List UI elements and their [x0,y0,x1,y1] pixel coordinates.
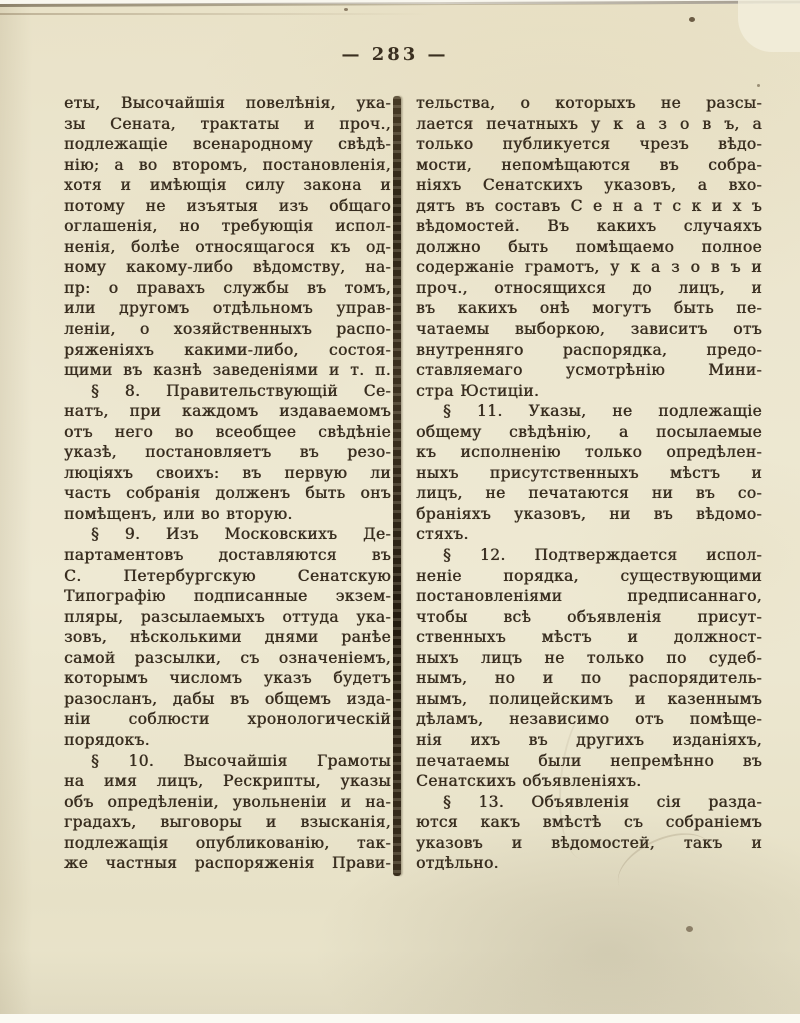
text-line: указѣ, постановляетъ въ резо- [64,443,391,462]
text-line: партаментовъ доставляются въ [64,546,391,565]
text-line: на имя лицъ, Рескрипты, указы [64,772,391,791]
text-line: нымъ, но и по распорядитель- [416,669,762,688]
ink-speck [757,84,760,87]
text-line: въ какихъ онѣ могутъ быть пе- [416,299,762,318]
page-number: — 283 — [341,44,449,65]
text-line: печатаемы были непремѣнно въ [416,751,762,770]
text-line: подлежащіе всенародному свѣдѣ- [64,135,391,154]
text-line: должно быть помѣщаемо полное [416,237,762,256]
text-line: проч., относящихся до лицъ, и [416,278,762,297]
text-line: неніе порядка, существующими [416,566,762,585]
text-line: пляры, разсылаемыхъ оттуда ука- [64,607,391,626]
text-line: или другомъ отдѣльномъ управ- [64,299,391,318]
text-line: § 12. Подтверждается испол- [443,546,762,565]
text-line: отъ него во всеобщее свѣдѣніе [64,422,391,441]
text-line: Типографію подписанные экзем- [64,587,391,606]
text-line: ставляемаго усмотрѣнію Мини- [416,361,762,380]
text-line: браніяхъ указовъ, ни въ вѣдомо- [416,504,762,523]
text-line: отдѣльно. [416,854,499,873]
text-line: разосланъ, дабы въ общемъ изда- [64,689,391,708]
column-divider-rule [393,96,401,876]
text-line: же частныя распоряженія Прави- [64,854,391,873]
text-line: тельства, о которыхъ не разсы- [416,94,762,112]
text-line: часть собранія долженъ быть онъ [64,484,391,503]
text-line: ненія, болѣе относящагося къ од- [64,237,391,256]
text-line: ряженіяхъ какими-либо, состоя- [64,340,391,359]
page-edge-line-faint [0,13,430,15]
text-line: потому не изъятыя изъ общаго [64,196,391,215]
text-line: лается печатныхъ у к а з о в ъ, а [416,114,762,133]
text-line: зовъ, нѣсколькими днями ранѣе [64,628,391,647]
text-line: дѣламъ, независимо отъ помѣще- [416,710,762,729]
text-line: которымъ числомъ указъ будетъ [64,669,391,688]
text-line: общему свѣдѣнію, а посылаемые [416,422,762,441]
text-line: ному какому-либо вѣдомству, на- [64,258,391,277]
text-line: § 9. Изъ Московскихъ Де- [91,525,391,544]
text-line: мости, непомѣщаются въ собра- [416,155,762,174]
ink-speck [686,926,693,932]
text-line: градахъ, выговоры и взысканія, [64,813,391,832]
text-line: къ исполненію только опредѣлен- [416,443,762,462]
text-line: леніи, о хозяйственныхъ распо- [64,320,391,339]
text-line: § 10. Высочайшія Грамоты [91,751,391,770]
text-line: стяхъ. [416,525,469,544]
text-line: С. Петербургскую Сенатскую [64,566,391,585]
ink-speck [344,8,348,11]
text-line: § 8. Правительствующій Се- [91,381,391,400]
text-line: содержаніе грамотъ, у к а з о в ъ и [416,258,762,277]
text-line: стра Юстиціи. [416,381,540,400]
text-line: ныхъ присутственныхъ мѣстъ и [416,463,762,482]
text-line: щими въ казнѣ заведеніями и т. п. [64,361,391,380]
text-line: самой разсылки, съ означеніемъ, [64,648,391,667]
text-line: ніи соблюсти хронологическій [64,710,391,729]
text-line: постановленіями предписаннаго, [416,587,762,606]
text-line: зы Сената, трактаты и проч., [64,114,391,133]
text-line: ныхъ лицъ не только по судеб- [416,648,762,667]
page-bottom-edge [0,1014,800,1023]
page-bottom-shade [0,950,800,1014]
text-line: Сенатскихъ объявленіяхъ. [416,772,642,791]
text-line: вѣдомостей. Въ какихъ случаяхъ [416,217,762,236]
text-line: лицъ, не печатаются ни въ со- [416,484,762,503]
text-line: подлежащія опубликованію, так- [64,833,391,852]
text-line: внутренняго распорядка, предо- [416,340,762,359]
text-line: помѣщенъ, или во вторую. [64,504,293,523]
text-line: дятъ въ составъ С е н а т с к и х ъ [416,196,762,215]
text-line: § 13. Объявленія сія разда- [443,792,762,811]
text-line: хотя и имѣющія силу закона и [64,176,391,195]
text-line: пр: о правахъ службы въ томъ, [64,278,391,297]
text-line: натъ, при каждомъ издаваемомъ [64,402,391,421]
text-line: ются какъ вмѣстѣ съ собраніемъ [416,813,762,832]
text-line: чтобы всѣ объявленія присут- [416,607,762,626]
text-line: нія ихъ въ другихъ изданіяхъ, [416,730,762,749]
text-line: порядокъ. [64,730,150,749]
text-line: люціяхъ своихъ: въ первую ли [64,463,391,482]
text-line: нымъ, полицейскимъ и казеннымъ [416,689,762,708]
text-line: оглашенія, но требующія испол- [64,217,391,236]
text-line: § 11. Указы, не подлежащіе [443,402,762,421]
text-line: ніяхъ Сенатскихъ указовъ, а вхо- [416,176,762,195]
text-line: ственныхъ мѣстъ и должност- [416,628,762,647]
text-line: чатаемы выборкою, зависитъ отъ [416,320,762,339]
text-line: указовъ и вѣдомостей, такъ и [416,833,762,852]
text-line: только публикуется чрезъ вѣдо- [416,135,762,154]
text-line: нію; а во второмъ, постановленія, [64,155,391,174]
text-line: еты, Высочайшія повелѣнія, ука- [64,94,391,112]
text-column-left [64,93,391,874]
ink-speck [689,17,695,22]
text-line: объ опредѣленіи, увольненіи и на- [64,792,391,811]
